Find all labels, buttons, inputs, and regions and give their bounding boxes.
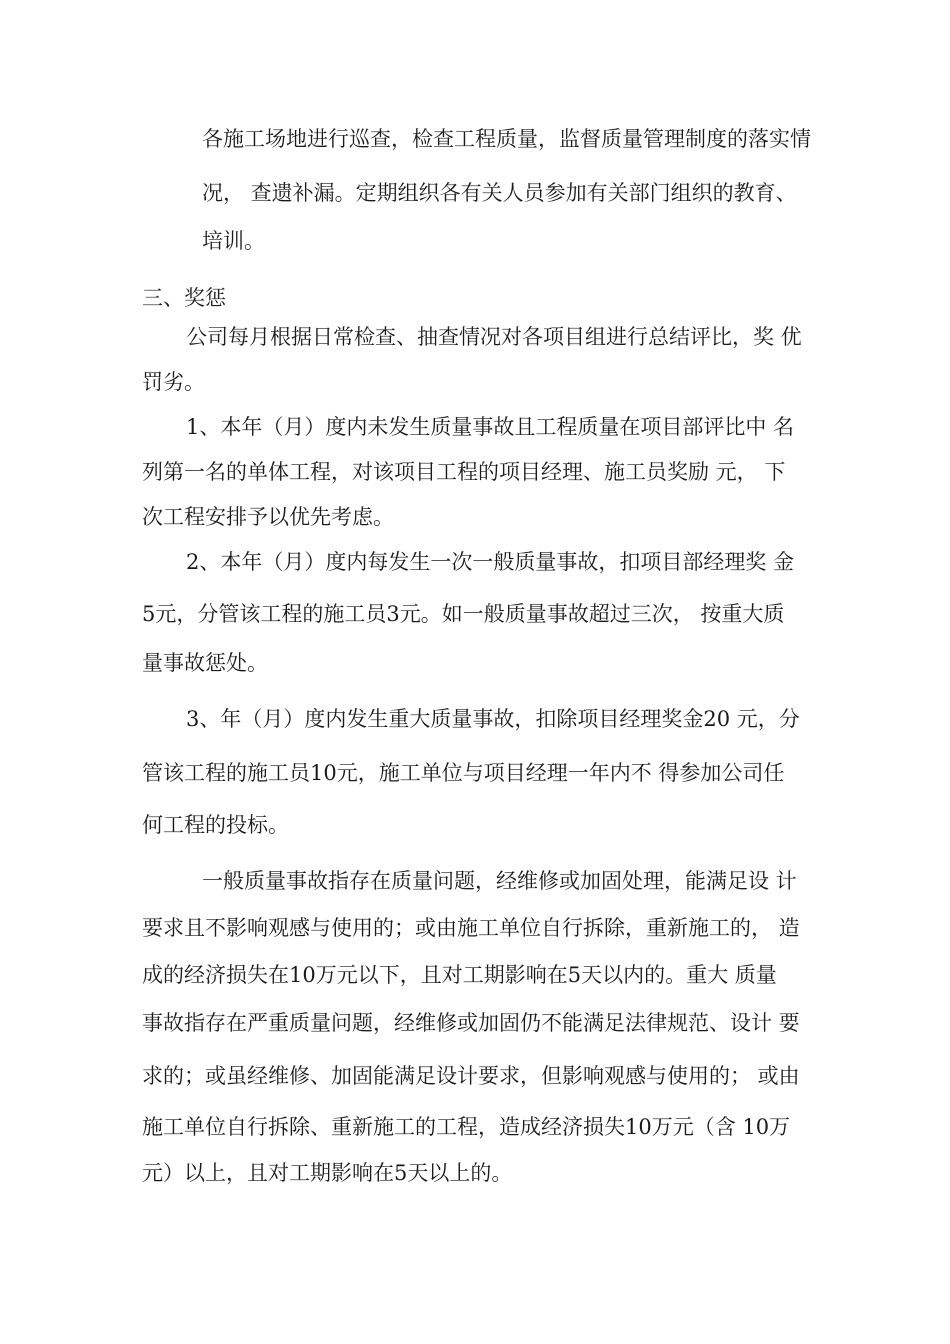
section-heading: 三、奖惩 — [142, 286, 226, 310]
item3-line-3: 何工程的投标。 — [142, 813, 289, 837]
definitions-line-7: 元）以上，且对工期影响在5天以上的。 — [142, 1161, 513, 1185]
definitions-line-1: 一般质量事故指存在质量问题，经维修或加固处理，能满足设 计 — [202, 869, 797, 893]
para1-line-1: 各施工场地进行巡查，检查工程质量，监督质量管理制度的落实情 — [202, 127, 811, 151]
item2-line-1: 2、本年（月）度内每发生一次一般质量事故，扣项目部经理奖 金 — [186, 550, 795, 574]
para1-line-3: 培训。 — [202, 229, 265, 253]
definitions-line-5: 求的；或虽经维修、加固能满足设计要求，但影响观感与使用的； 或由 — [142, 1064, 800, 1088]
intro-line-2: 罚劣。 — [142, 370, 205, 394]
item3-line-1: 3、年（月）度内发生重大质量事故，扣除项目经理奖金20 元，分 — [186, 707, 800, 731]
definitions-line-6: 施工单位自行拆除、重新施工的工程，造成经济损失10万元（含 10万 — [142, 1115, 791, 1139]
item1-line-3: 次工程安排予以优先考虑。 — [142, 505, 394, 529]
definitions-line-4: 事故指存在严重质量问题，经维修或加固仍不能满足法律规范、设计 要 — [142, 1011, 800, 1035]
item1-line-2: 列第一名的单体工程，对该项目工程的项目经理、施工员奖励 元， 下 — [142, 460, 786, 484]
definitions-line-3: 成的经济损失在10万元以下，且对工期影响在5天以内的。重大 质量 — [142, 963, 777, 987]
item1-line-1: 1、本年（月）度内未发生质量事故且工程质量在项目部评比中 名 — [186, 415, 795, 439]
intro-line-1: 公司每月根据日常检查、抽查情况对各项目组进行总结评比，奖 优 — [186, 325, 802, 349]
definitions-line-2: 要求且不影响观感与使用的；或由施工单位自行拆除，重新施工的， 造 — [142, 916, 800, 940]
item2-line-2: 5元，分管该工程的施工员3元。如一般质量事故超过三次， 按重大质 — [142, 602, 785, 626]
item3-line-2: 管该工程的施工员10元，施工单位与项目经理一年内不 得参加公司任 — [142, 761, 785, 785]
item2-line-3: 量事故惩处。 — [142, 651, 268, 675]
para1-line-2: 况， 查遗补漏。定期组织各有关人员参加有关部门组织的教育、 — [202, 181, 797, 205]
